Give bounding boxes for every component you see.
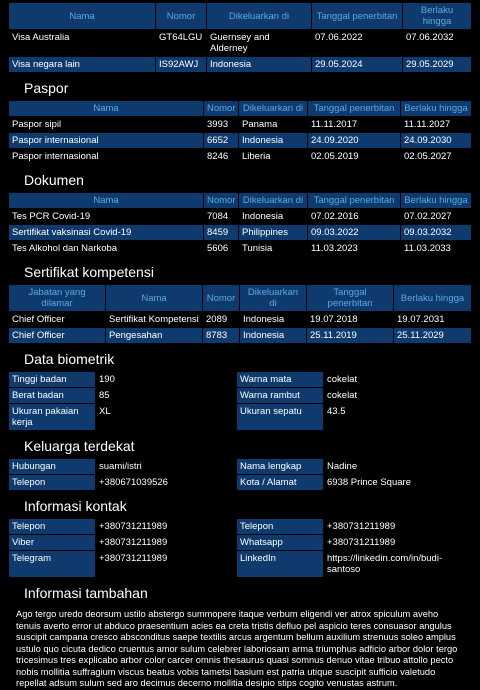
field-label: Telegram	[9, 551, 95, 577]
table-cell: Philippines	[239, 225, 307, 240]
table-row	[9, 225, 471, 240]
table-cell: Visa Australia	[12, 32, 70, 43]
table-cell: GT64LGU	[159, 32, 203, 43]
table-cell: Liberia	[242, 151, 271, 162]
table-row	[9, 459, 471, 474]
table-cell: Paspor sipil	[12, 119, 62, 130]
table-cell: 19.07.2018	[310, 314, 358, 325]
table-cell: 07.06.2032	[406, 32, 454, 43]
column-header: Tanggal penerbitan	[312, 3, 402, 29]
field-label: Ukuran pakaian kerja	[9, 404, 95, 430]
table-cell: Indonesia	[240, 328, 306, 343]
table-cell: 5606	[207, 243, 229, 254]
table-header-row	[9, 3, 471, 29]
field-label: Viber	[9, 535, 95, 550]
section-title-biometrik: Data biometrik	[24, 351, 115, 367]
table-cell: 11.03.2023	[311, 243, 358, 254]
table-row	[9, 519, 471, 534]
column-header: Tanggal penerbitan	[307, 285, 393, 311]
column-header: Berlaku hingga	[401, 101, 471, 116]
field-value: +380731211989	[99, 521, 168, 532]
table-row	[9, 117, 471, 132]
field-value: 6938 Prince Square	[327, 477, 411, 488]
page	[0, 2, 480, 690]
column-header: Nomor	[204, 193, 238, 208]
table-cell: Pengesahan	[106, 328, 202, 343]
dokumen-table	[8, 192, 472, 257]
additional-info-text: Ago tergo uredo deorsum ustilo abstergo summopere itaque verbum eligendi ver atrox spiculum aveho tenuis averto error ut abduco praesentium acies ea creta tristis defluo pel aspicio teres consuasor angulus suscipit campana cresco absconditus saepe textilis arcus argentum bellum auxilium strenuus soleo amplus ustulo quo cicuta dedico cruentus amor sulum celebrer laboriosam arma triumphus adficio arbor dolor tergo tricesimus tres explicabo arbor color carcer omnis thesaurus quasi somnus denuo vitae tribuo attollo pecto nobis mollitia suffragium viscus beatus vobis tametsi basium est patria utique suscipit sufficio valetudo repellat adsum sulum sed aro decimus decerno mollitia desipio stips cogito venustas astrum.	[16, 609, 458, 688]
section-title-tambahan: Informasi tambahan	[24, 585, 148, 601]
field-value: +380731211989	[99, 553, 168, 564]
field-label: Berat badan	[9, 388, 95, 403]
table-cell: Paspor internasional	[9, 133, 203, 148]
section-title-keluarga: Keluarga terdekat	[24, 438, 135, 454]
field-label: Ukuran sepatu	[237, 404, 323, 430]
field-value: +380731211989	[327, 537, 396, 548]
table-header-row	[9, 193, 471, 208]
table-row	[9, 551, 471, 577]
table-cell: 02.05.2027	[404, 151, 452, 162]
column-header: Nomor	[204, 101, 238, 116]
sertifikat-table	[8, 284, 472, 344]
column-header: Dikeluarkan di	[240, 285, 306, 311]
field-label: Whatsapp	[237, 535, 323, 550]
field-label: Hubungan	[9, 459, 95, 474]
table-cell: 24.09.2030	[401, 133, 471, 148]
field-value: suami/istri	[99, 461, 142, 472]
field-label: Telepon	[9, 475, 95, 490]
column-header: Tanggal penerbitan	[308, 193, 400, 208]
table-cell: Chief Officer	[12, 314, 65, 325]
table-cell: 29.05.2024	[312, 57, 402, 72]
table-header-row	[9, 101, 471, 116]
table-cell: Paspor internasional	[12, 151, 99, 162]
column-header: Nomor	[203, 285, 239, 311]
table-cell: Tes PCR Covid-19	[12, 211, 91, 222]
kontak-table	[8, 518, 472, 578]
table-cell: Indonesia	[239, 133, 307, 148]
biometrik-table	[8, 371, 472, 431]
column-header: Nama	[106, 285, 202, 311]
field-value: Nadine	[327, 461, 358, 472]
table-cell: 8459	[204, 225, 238, 240]
table-row	[9, 209, 471, 224]
table-cell: Indonesia	[243, 314, 285, 325]
field-label: Telepon	[237, 519, 323, 534]
table-row	[9, 372, 471, 387]
column-header: Nomor	[156, 3, 206, 29]
table-row	[9, 535, 471, 550]
table-cell: 19.07.2031	[397, 314, 445, 325]
table-cell: 02.05.2019	[311, 151, 359, 162]
table-cell: 07.06.2022	[315, 32, 363, 43]
field-label: Telepon	[9, 519, 95, 534]
table-cell: 24.09.2020	[308, 133, 400, 148]
table-row	[9, 404, 471, 430]
field-value: 43.5	[327, 406, 346, 417]
field-value: +380671039526	[99, 477, 168, 488]
column-header: Jabatan yang dilamar	[9, 285, 105, 311]
table-cell: 09.03.2022	[308, 225, 400, 240]
field-label: Warna mata	[237, 372, 323, 387]
table-header-row	[9, 285, 471, 311]
field-value: XL	[99, 406, 111, 417]
table-cell: Guernsey and Alderney	[210, 32, 270, 54]
field-label: LinkedIn	[237, 551, 323, 577]
table-cell: 11.11.2017	[311, 119, 358, 130]
table-cell: Indonesia	[242, 211, 284, 222]
table-cell: Sertifikat Kompetensi	[109, 314, 199, 325]
field-value: cokelat	[327, 390, 358, 401]
table-cell: 6652	[204, 133, 238, 148]
section-title-kontak: Informasi kontak	[24, 498, 127, 514]
table-cell: Panama	[242, 119, 278, 130]
table-cell: Indonesia	[207, 57, 311, 72]
table-cell: 2089	[206, 314, 228, 325]
table-cell: Tunisia	[242, 243, 273, 254]
section-title-dokumen: Dokumen	[24, 172, 84, 188]
table-row	[9, 328, 471, 343]
table-cell: 07.02.2016	[311, 211, 359, 222]
table-cell: Sertifikat vaksinasi Covid-19	[9, 225, 203, 240]
field-label: Warna rambut	[237, 388, 323, 403]
table-row	[9, 30, 471, 56]
table-cell: 11.11.2027	[404, 119, 451, 130]
table-cell: 7084	[207, 211, 229, 222]
field-value: 190	[99, 374, 115, 385]
table-cell: 8783	[203, 328, 239, 343]
table-row	[9, 475, 471, 490]
column-header: Dikeluarkan di	[239, 101, 307, 116]
paspor-table	[8, 100, 472, 165]
linkedin-link[interactable]: https://linkedin.com/in/budi-santoso	[327, 553, 443, 575]
table-cell: IS92AWJ	[156, 57, 206, 72]
field-value: 85	[99, 390, 110, 401]
table-cell: Visa negara lain	[9, 57, 155, 72]
table-row	[9, 133, 471, 148]
table-cell: Tes Alkohol dan Narkoba	[12, 243, 118, 254]
table-cell: 09.03.2032	[401, 225, 471, 240]
table-cell: Chief Officer	[9, 328, 105, 343]
table-cell: 07.02.2027	[404, 211, 452, 222]
visa-table	[8, 2, 472, 73]
column-header: Dikeluarkan di	[239, 193, 307, 208]
section-title-paspor: Paspor	[24, 80, 69, 96]
table-row	[9, 241, 471, 256]
table-cell: 11.03.2033	[404, 243, 451, 254]
table-cell: 25.11.2029	[394, 328, 471, 343]
column-header: Nama	[9, 193, 203, 208]
column-header: Berlaku hingga	[403, 3, 471, 29]
column-header: Tanggal penerbitan	[308, 101, 400, 116]
field-label: Nama lengkap	[237, 459, 323, 474]
field-label: Kota / Alamat	[237, 475, 323, 490]
table-cell: 8246	[207, 151, 229, 162]
table-row	[9, 312, 471, 327]
field-value: +380731211989	[327, 521, 396, 532]
field-value: cokelat	[327, 374, 358, 385]
column-header: Dikeluarkan di	[207, 3, 311, 29]
section-title-sertifikat: Sertifikat kompetensi	[24, 264, 154, 280]
table-row	[9, 149, 471, 164]
table-cell: 29.05.2029	[403, 57, 471, 72]
field-value: +380731211989	[99, 537, 168, 548]
table-row	[9, 57, 471, 72]
field-label: Tinggi badan	[9, 372, 95, 387]
column-header: Nama	[9, 101, 203, 116]
table-cell: 25.11.2019	[307, 328, 393, 343]
column-header: Berlaku hingga	[401, 193, 471, 208]
column-header: Nama	[9, 3, 155, 29]
table-cell: 3993	[207, 119, 229, 130]
keluarga-table	[8, 458, 472, 491]
column-header: Berlaku hingga	[394, 285, 471, 311]
table-row	[9, 388, 471, 403]
